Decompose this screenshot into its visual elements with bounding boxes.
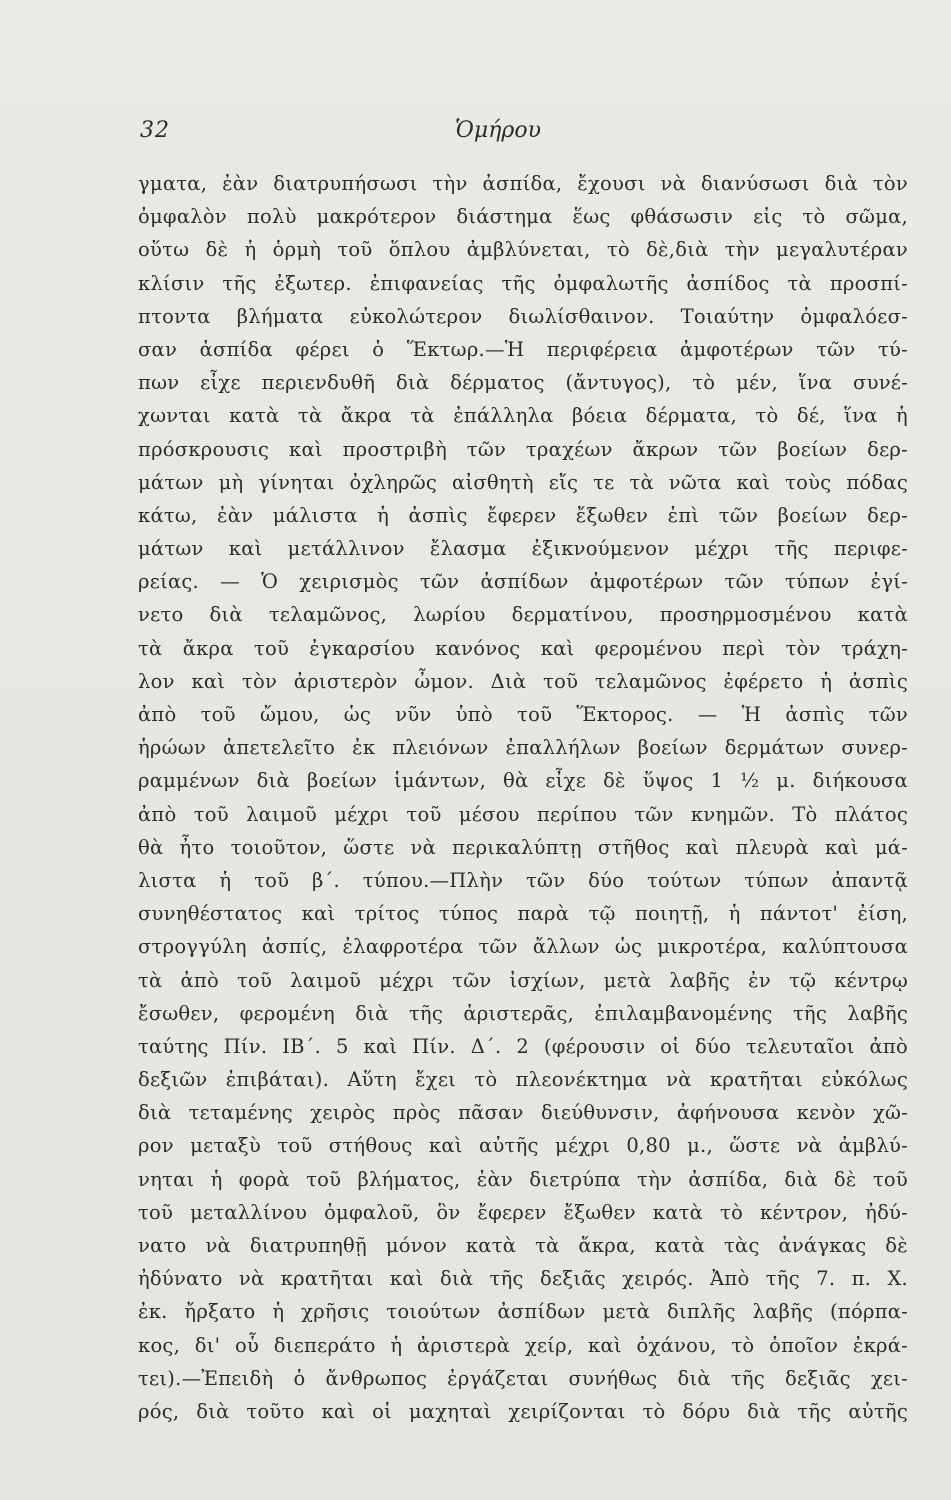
running-title: Ὁμήρου	[455, 118, 541, 143]
text-line: μάτων μὴ γίνηται ὀχληρῶς αἰσθητὴ εἴς τε τὰ νῶτα καὶ τοὺς πόδας	[138, 470, 908, 494]
text-line: ἡρώων ἀπετελεῖτο ἐκ πλειόνων ἐπαλλήλων βοείων δερμάτων συνερ-	[138, 736, 908, 760]
text-line: ἀπὸ τοῦ λαιμοῦ μέχρι τοῦ μέσου περίπου τῶν κνημῶν. Τὸ πλάτος	[138, 802, 908, 826]
text-line: ἀπὸ τοῦ ὤμου, ὡς νῦν ὑπὸ τοῦ Ἕκτορος. — Ἡ ἀσπὶς τῶν	[138, 703, 908, 726]
text-line: ραμμένων διὰ βοείων ἱμάντων, θὰ εἶχε δὲ ὕψος 1 ½ μ. διήκουσα	[138, 769, 908, 793]
body-text	[138, 167, 908, 1428]
text-line: κλίσιν τῆς ἐξωτερ. ἐπιφανείας τῆς ὀμφαλωτῆς ἀσπίδος τὰ προσπί-	[138, 271, 908, 295]
text-line: ὀμφαλὸν πολὺ μακρότερον διάστημα ἕως φθάσωσιν εἰς τὸ σῶμα,	[138, 205, 908, 229]
page-header	[140, 118, 900, 158]
text-line: γματα, ἐὰν διατρυπήσωσι τὴν ἀσπίδα, ἔχουσι νὰ διανύσωσι διὰ τὸν	[138, 172, 908, 195]
text-line: ἔσωθεν, φερομένη διὰ τῆς ἀριστερᾶς, ἐπιλαμβανομένης τῆς λαβῆς	[138, 1001, 908, 1025]
text-line: ἠδύνατο νὰ κρατῆται καὶ διὰ τῆς δεξιᾶς χειρός. Ἀπὸ τῆς 7. π. Χ.	[138, 1267, 908, 1291]
text-line: κάτω, ἐὰν μάλιστα ἡ ἀσπὶς ἔφερεν ἔξωθεν ἐπὶ τῶν βοείων δερ-	[138, 503, 908, 527]
text-line: θὰ ἦτο τοιοῦτον, ὥστε νὰ περικαλύπτῃ στῆθος καὶ πλευρὰ καὶ μά-	[138, 835, 908, 859]
text-line: οὕτω δὲ ἡ ὁρμὴ τοῦ ὅπλου ἀμβλύνεται, τὸ δὲ,διὰ τὴν μεγαλυτέραν	[138, 238, 908, 262]
text-line: πρόσκρουσις καὶ προστριβὴ τῶν τραχέων ἄκρων τῶν βοείων δερ-	[138, 437, 908, 461]
text-line: χωνται κατὰ τὰ ἄκρα τὰ ἐπάλληλα βόεια δέρματα, τὸ δέ, ἵνα ἡ	[138, 404, 908, 428]
text-line: κος, δι' οὗ διεπεράτο ἡ ἀριστερὰ χείρ, καὶ ὀχάνου, τὸ ὁποῖον ἐκρά-	[138, 1333, 908, 1357]
text-line: νατο νὰ διατρυπηθῇ μόνον κατὰ τὰ ἄκρα, κατὰ τὰς ἀνάγκας δὲ	[138, 1234, 908, 1257]
text-line: μάτων καὶ μετάλλινον ἔλασμα ἐξικνούμενον μέχρι τῆς περιφε-	[138, 537, 908, 561]
text-line: ταύτης Πίν. ΙΒ΄. 5 καὶ Πίν. Δ΄. 2 (φέρουσιν οἱ δύο τελευταῖοι ἀπὸ	[138, 1034, 908, 1058]
text-line: ρείας. — Ὁ χειρισμὸς τῶν ἀσπίδων ἀμφοτέρων τῶν τύπων ἐγί-	[138, 570, 908, 594]
text-line: πων εἶχε περιενδυθῆ διὰ δέρματος (ἄντυγος), τὸ μέν, ἵνα συνέ-	[138, 371, 908, 395]
page-number: 32	[140, 118, 170, 143]
text-line: ρός, διὰ τοῦτο καὶ οἱ μαχηταὶ χειρίζονται τὸ δόρυ διὰ τῆς αὐτῆς	[138, 1399, 908, 1423]
text-line: σαν ἀσπίδα φέρει ὁ Ἕκτωρ.—Ἡ περιφέρεια ἀμφοτέρων τῶν τύ-	[138, 337, 908, 361]
text-line: λον καὶ τὸν ἀριστερὸν ὦμον. Διὰ τοῦ τελαμῶνος ἐφέρετο ἡ ἀσπὶς	[138, 669, 908, 693]
text-line: νετο διὰ τελαμῶνος, λωρίου δερματίνου, προσηρμοσμένου κατὰ	[138, 603, 908, 627]
text-line: πτοντα βλήματα εὐκολώτερον διωλίσθαινον. Τοιαύτην ὀμφαλόεσ-	[138, 304, 908, 328]
text-line: διὰ τεταμένης χειρὸς πρὸς πᾶσαν διεύθυνσιν, ἀφήνουσα κενὸν χῶ-	[138, 1101, 908, 1125]
text-line: λιστα ἡ τοῦ β΄. τύπου.—Πλὴν τῶν δύο τούτων τύπων ἀπαντᾷ	[138, 868, 908, 892]
text-line: τει).—Ἐπειδὴ ὁ ἄνθρωπος ἐργάζεται συνήθως διὰ τῆς δεξιᾶς χει-	[138, 1366, 908, 1390]
text-line: νηται ἡ φορὰ τοῦ βλήματος, ἐὰν διετρύπα τὴν ἀσπίδα, διὰ δὲ τοῦ	[138, 1167, 908, 1191]
text-line: δεξιῶν ἐπιβάται). Αὕτη ἔχει τὸ πλεονέκτημα νὰ κρατῆται εὐκόλως	[138, 1068, 908, 1092]
text-line: στρογγύλη ἀσπίς, ἐλαφροτέρα τῶν ἄλλων ὡς μικροτέρα, καλύπτουσα	[138, 935, 908, 959]
text-line: ἐκ. ἤρξατο ἡ χρῆσις τοιούτων ἀσπίδων μετὰ διπλῆς λαβῆς (πόρπα-	[138, 1300, 908, 1324]
text-line: τοῦ μεταλλίνου ὀμφαλοῦ, ὃν ἔφερεν ἔξωθεν κατὰ τὸ κέντρον, ἠδύ-	[138, 1200, 908, 1224]
text-line: τὰ ἄκρα τοῦ ἐγκαρσίου κανόνος καὶ φερομένου περὶ τὸν τράχη-	[138, 636, 908, 660]
text-line: ρον μεταξὺ τοῦ στήθους καὶ αὐτῆς μέχρι 0,80 μ., ὥστε νὰ ἀμβλύ-	[138, 1134, 908, 1158]
text-line: συνηθέστατος καὶ τρίτος τύπος παρὰ τῷ ποιητῇ, ἡ πάντοτ' ἐίση,	[138, 902, 908, 926]
text-line: τὰ ἀπὸ τοῦ λαιμοῦ μέχρι τῶν ἰσχίων, μετὰ λαβῆς ἐν τῷ κέντρῳ	[138, 968, 908, 992]
